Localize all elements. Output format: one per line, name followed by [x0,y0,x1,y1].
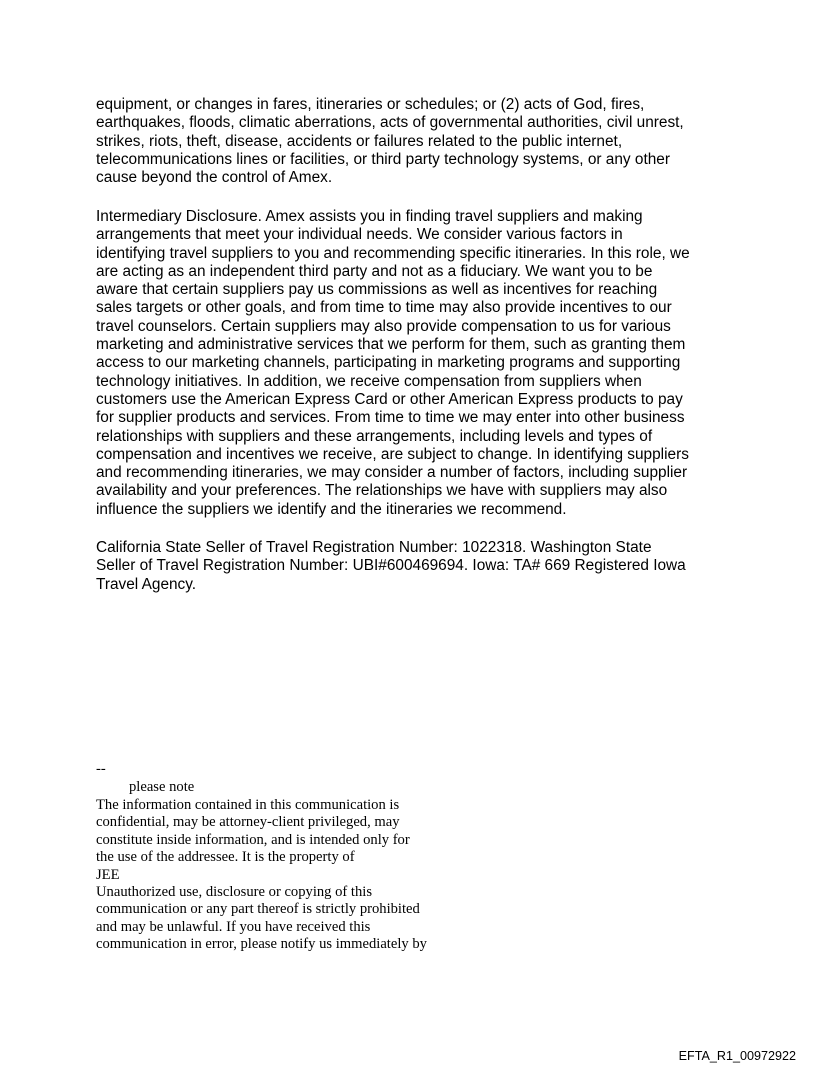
text-line: compensation and incentives we receive, are subject to change. In identifying suppliers [96,445,689,463]
notice-line: The information contained in this communication is [96,797,400,813]
text-line: Seller of Travel Registration Number: UBI#600469694. Iowa: TA# 669 Registered Iowa [96,557,686,575]
text-line: relationships with suppliers and these arrangements, including levels and types of [96,427,653,445]
text-line: telecommunications lines or facilities, or third party technology systems, or any other [96,150,670,168]
signature-separator [96,761,496,778]
please-note-label: please note [129,779,195,795]
text-line: Intermediary Disclosure. Amex assists you in finding travel suppliers and making [96,208,643,225]
text-line: customers use the American Express Card or other American Express products to pay [96,390,683,408]
text-line: aware that certain suppliers pay us commissions as well as incentives for reaching [96,281,658,299]
text-line: equipment, or changes in fares, itineraries or schedules; or (2) acts of God, fires, [96,96,645,113]
notice-line: JEE [96,866,120,883]
liability-paragraph [96,96,736,187]
text-line: identifying travel suppliers to you and recommending specific itineraries. In this role, we [96,244,690,262]
bates-number: EFTA_R1_00972922 [678,1049,796,1063]
confidentiality-notice [96,797,496,954]
signature-note [96,779,529,796]
text-line: Travel Agency. [96,575,197,593]
signature-dashes: -- [96,761,106,777]
text-line: and recommending itineraries, we may consider a number of factors, including supplier [96,464,688,482]
notice-line: and may be unlawful. If you have received this [96,918,371,935]
text-line: cause beyond the control of Amex. [96,169,333,187]
text-line: availability and your preferences. The relationships we have with suppliers may also [96,482,668,500]
text-line: for supplier products and services. From time to time we may enter into other business [96,409,685,427]
registration-paragraph [96,539,736,594]
text-line: earthquakes, floods, climatic aberrations, acts of governmental authorities, civil unrest, [96,114,684,132]
text-line: travel counselors. Certain suppliers may also provide compensation to us for various [96,317,671,335]
text-line: California State Seller of Travel Registration Number: 1022318. Washington State [96,539,652,556]
text-line: sales targets or other goals, and from time to time may also provide incentives to our [96,299,672,317]
text-line: influence the suppliers we identify and the itineraries we recommend. [96,500,567,518]
notice-line: communication in error, please notify us immediately by [96,936,427,953]
notice-line: confidential, may be attorney-client privileged, may [96,814,400,831]
text-line: technology initiatives. In addition, we receive compensation from suppliers when [96,372,642,390]
text-line: access to our marketing channels, participating in marketing programs and supporting [96,354,681,372]
notice-line: the use of the addressee. It is the property of [96,849,355,866]
notice-line: communication or any part thereof is strictly prohibited [96,901,420,918]
text-line: marketing and administrative services that we perform for them, such as granting them [96,336,686,354]
text-line: arrangements that meet your individual needs. We consider various factors in [96,226,623,244]
intermediary-disclosure-paragraph [96,208,736,519]
text-line: are acting as an independent third party and not as a fiduciary. We want you to be [96,262,653,280]
notice-line: Unauthorized use, disclosure or copying of this [96,884,373,901]
text-line: strikes, riots, theft, disease, accidents or failures related to the public internet, [96,132,623,150]
notice-line: constitute inside information, and is intended only for [96,831,410,848]
